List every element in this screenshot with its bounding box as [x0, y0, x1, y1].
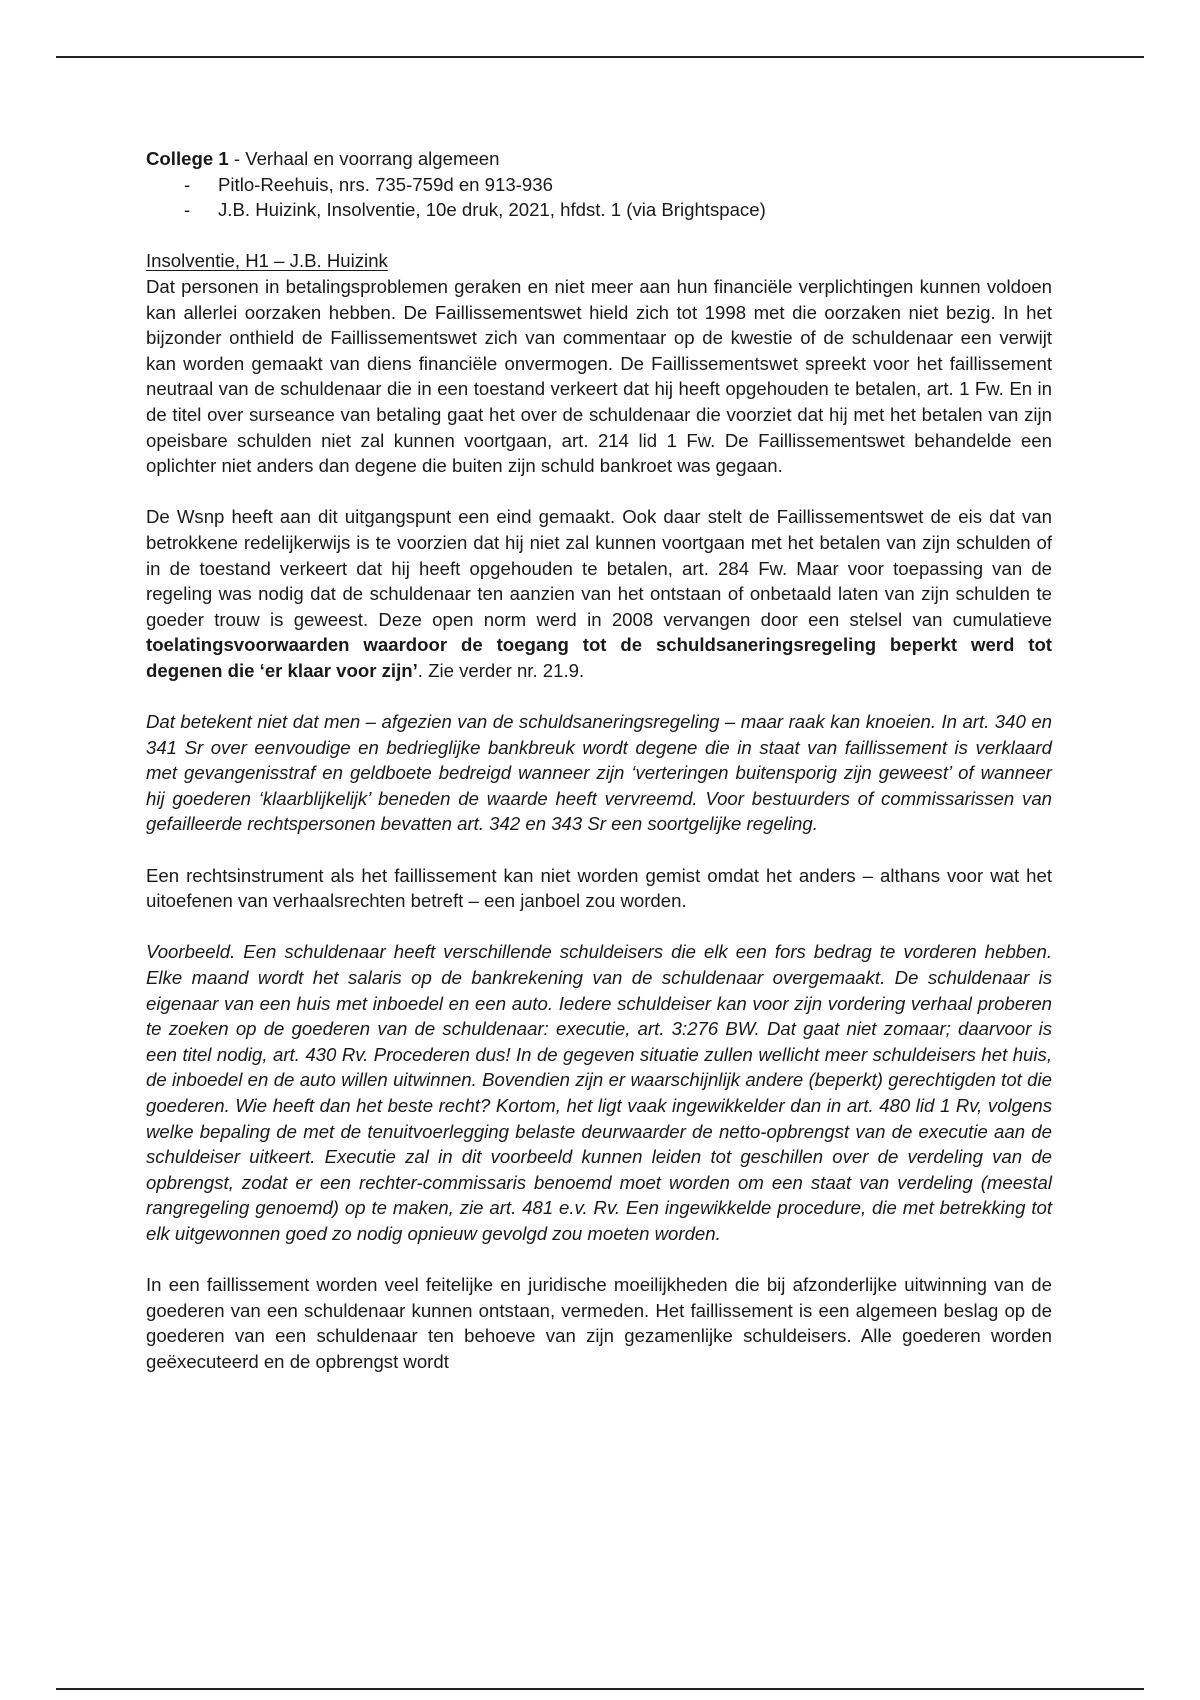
lecture-topic: - Verhaal en voorrang algemeen	[228, 148, 500, 169]
list-item-text: J.B. Huizink, Insolventie, 10e druk, 2021, hfdst. 1 (via Brightspace)	[218, 199, 766, 221]
top-rule	[56, 56, 1144, 58]
paragraph-wsnp-start: De Wsnp heeft aan dit uitgangspunt een eind gemaakt. Ook daar stelt de Faillissementswet de eis dat van betrokkene redelijkerwijs is te voorzien dat hij niet zal kunnen voortgaan met het betalen van zijn schulden of in de toestand verkeert dat hij heeft opgehouden te betalen, art. 284 Fw. Maar voor toepassing van de regeling was nodig dat de schuldenaar ten aanzien van het ontstaan of onbetaald laten van zijn schulden te goeder trouw is geweest. Deze open norm werd in 2008 vervangen door een stelsel van cumulatieve	[146, 506, 1052, 630]
paragraph-bankbreuk: Dat betekent niet dat men – afgezien van de schuldsaneringsregeling – maar raak kan knoeien. In art. 340 en 341 Sr over eenvoudige en bedrieglijke bankbreuk wordt degene die in staat van faillissement is verklaard met gevangenisstraf en geldboete bedreigd wanneer zijn ‘verteringen buitensporig zijn geweest’ of wanneer hij goederen ‘klaarblijkelijk’ beneden de waarde heeft vervreemd. Voor bestuurders of commissarissen van gefailleerde rechtspersonen bevatten art. 342 en 343 Sr een soortgelijke regeling.	[146, 711, 1052, 835]
bottom-rule	[56, 1688, 1144, 1690]
paragraph-wsnp-end: . Zie verder nr. 21.9.	[417, 659, 585, 681]
paragraph-faillissement: In een faillissement worden veel feitelijke en juridische moeilijkheden die bij afzonderlijke uitwinning van de goederen van een schuldenaar kunnen ontstaan, vermeden. Het faillissement is een algemeen beslag op de goederen van een schuldenaar ten behoeve van zijn gezamenlijke schuldeisers. Alle goederen worden geëxecuteerd en de opbrengst wordt	[146, 1274, 1052, 1372]
page-content	[146, 146, 1052, 1375]
list-item	[146, 172, 1052, 198]
paragraph-oorzaken: Dat personen in betalingsproblemen geraken en niet meer aan hun financiële verplichtingen kunnen voldoen kan allerlei oorzaken hebben. De Faillissementswet hield zich tot 1998 met die oorzaken niet bezig. In het bijzonder onthield de Faillissementswet zich van commentaar op de kwestie of de schuldenaar een verwijt kan worden gemaakt van diens financiële onvermogen. De Faillissementswet spreekt voor het faillissement neutraal van de schuldenaar die in een toestand verkeert dat hij heeft opgehouden te betalen, art. 1 Fw. En in de titel over surseance van betaling gaat het over de schuldenaar die voorziet dat hij met het betalen van zijn opeisbare schulden niet zal kunnen voortgaan, art. 214 lid 1 Fw. De Faillissementswet behandelde een oplichter niet anders dan degene die buiten zijn schuld bankroet was gegaan.	[146, 275, 1052, 477]
list-bullet: -	[184, 173, 191, 195]
section-title: Insolventie, H1 – J.B. Huizink	[146, 250, 388, 272]
lecture-number: College 1	[146, 148, 229, 169]
paragraph-wsnp	[146, 504, 1052, 683]
lecture-heading	[146, 146, 1052, 172]
list-item	[146, 197, 1052, 223]
list-bullet: -	[184, 199, 191, 221]
literature-list	[146, 172, 1052, 223]
list-item-text: Pitlo-Reehuis, nrs. 735-759d en 913-936	[218, 173, 553, 195]
paragraph-wsnp-bold: toelatingsvoorwaarden waardoor de toegang tot de schuldsaneringsregeling beperkt werd tot degenen die ‘er klaar voor zijn’	[146, 634, 1052, 681]
paragraph-voorbeeld: Voorbeeld. Een schuldenaar heeft verschillende schuldeisers die elk een fors bedrag te vorderen hebben. Elke maand wordt het salaris op de bankrekening van de schuldenaar overgemaakt. De schuldenaar is eigenaar van een huis met inboedel en een auto. Iedere schuldeiser kan voor zijn vordering verhaal proberen te zoeken op de goederen van de schuldenaar: executie, art. 3:276 BW. Dat gaat niet zomaar; daarvoor is een titel nodig, art. 430 Rv. Procederen dus! In de gegeven situatie zullen wellicht meer schuldeisers het huis, de inboedel en de auto willen uitwinnen. Bovendien zijn er waarschijnlijk andere (beperkt) gerechtigden tot die goederen. Wie heeft dan het beste recht? Kortom, het ligt vaak ingewikkelder dan in art. 480 lid 1 Rv, volgens welke bepaling de met de tenuitvoerlegging belaste deurwaarder de netto-opbrengst van de executie aan de schuldeiser uitkeert. Executie zal in dit voorbeeld kunnen leiden tot geschillen over de verdeling van de opbrengst, zodat er een rechter-commissaris benoemd moet worden om een staat van verdeling (meestal rangregeling genoemd) op te maken, zie art. 481 e.v. Rv. Een ingewikkelde procedure, die met betrekking tot elk uitgewonnen goed zo nodig opnieuw gevolgd zou moeten worden.	[146, 941, 1052, 1244]
paragraph-rechtsinstrument: Een rechtsinstrument als het faillissement kan niet worden gemist omdat het anders – althans voor wat het uitoefenen van verhaalsrechten betreft – een janboel zou worden.	[146, 864, 1052, 912]
